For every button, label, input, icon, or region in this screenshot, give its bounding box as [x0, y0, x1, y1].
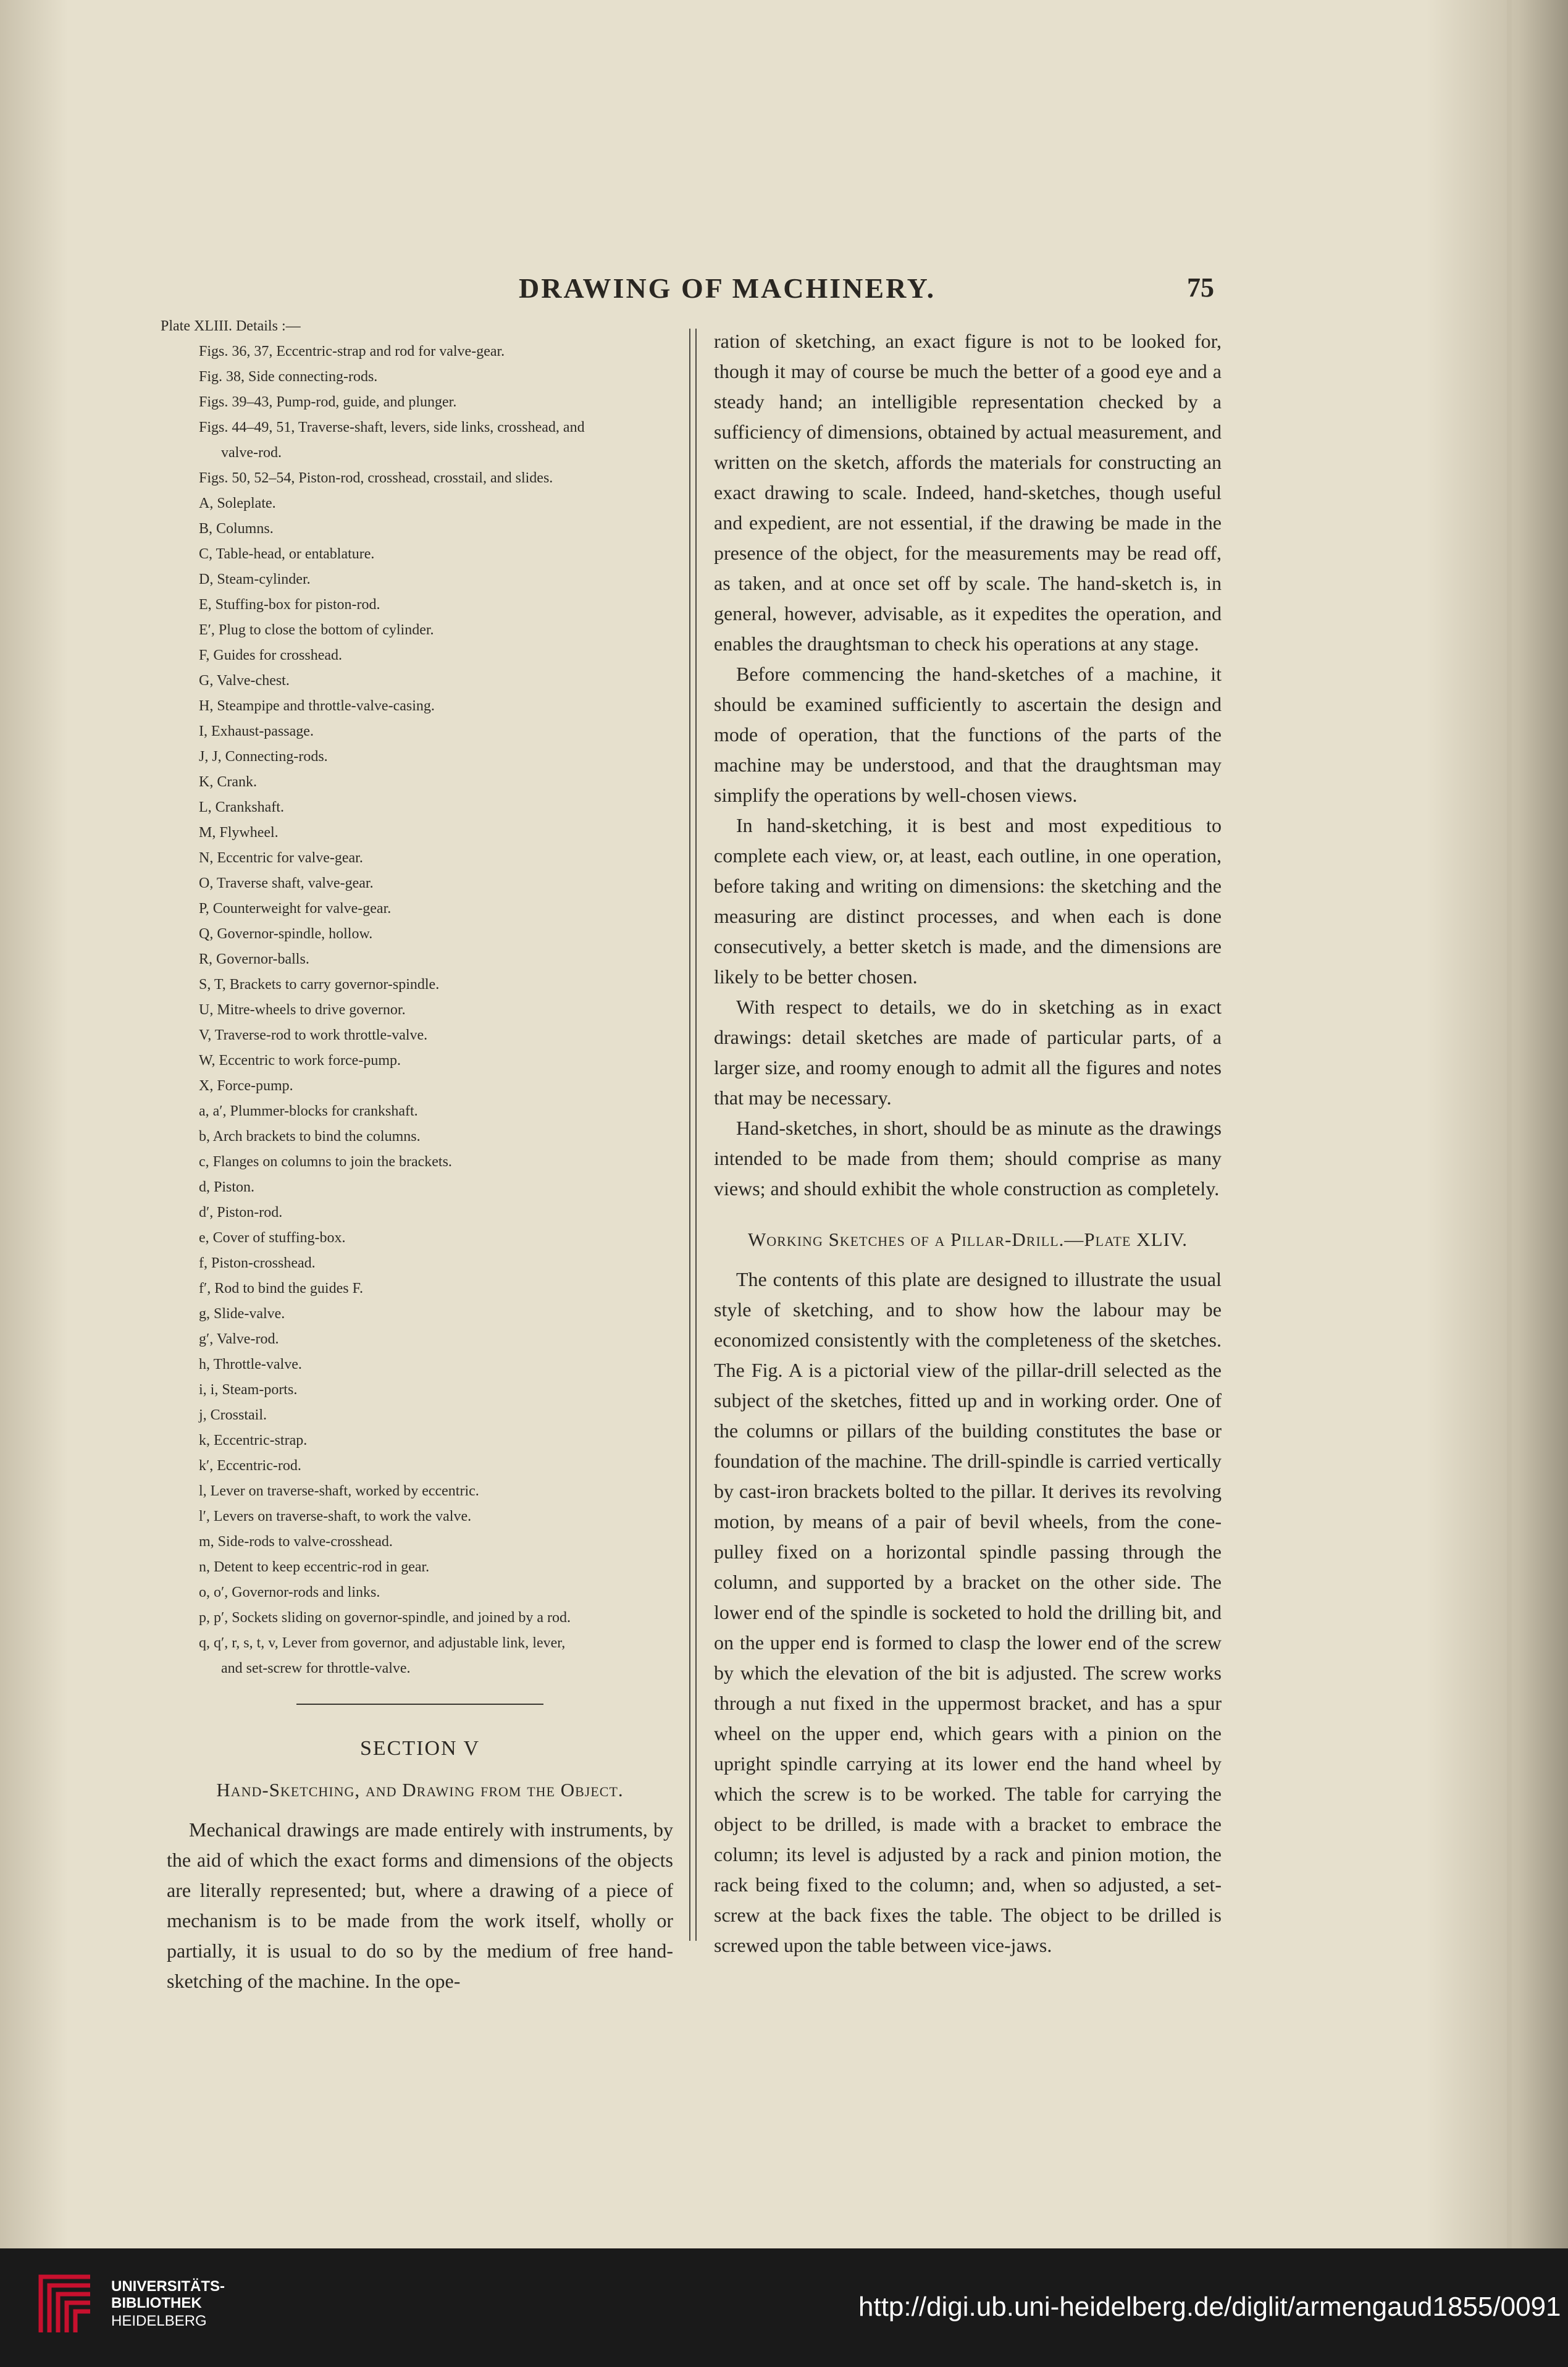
legend-item: n, Detent to keep eccentric-rod in gear. [199, 1559, 430, 1575]
library-name [111, 2278, 225, 2311]
left-column [161, 314, 673, 1996]
running-title: DRAWING OF MACHINERY. [519, 272, 936, 304]
legend-item: J, J, Connecting-rods. [199, 749, 328, 765]
section-body [167, 1815, 673, 1996]
legend-item: L, Crankshaft. [199, 799, 284, 815]
legend-item: Q, Governor-spindle, hollow. [199, 926, 373, 942]
plate-body [714, 1264, 1222, 1961]
column-divider-rule [689, 329, 690, 1941]
running-head [0, 272, 1568, 315]
legend-item: l, Lever on traverse-shaft, worked by eccentric. [199, 1483, 479, 1499]
legend-item: c, Flanges on columns to join the brackets. [199, 1154, 452, 1170]
body-paragraph: Hand-sketches, in short, should be as minute as the drawings intended to be made from them; should comprise as many views; and should exhibit the whole construction as completely. [714, 1117, 1222, 1200]
legend-item: G, Valve-chest. [199, 673, 290, 689]
page-fold-shadow [1507, 0, 1512, 2248]
legend-item: h, Throttle-valve. [199, 1356, 302, 1373]
legend-item: b, Arch brackets to bind the columns. [199, 1129, 421, 1145]
legend-item: C, Table-head, or entablature. [199, 546, 375, 562]
legend-item: g′, Valve-rod. [199, 1331, 279, 1347]
legend-item: o, o′, Governor-rods and links. [199, 1584, 380, 1600]
body-paragraph: ration of sketching, an exact figure is not to be looked for, though it may of course be much the better of a good eye and a steady hand; an intelligible representation checked by a sufficiency of dimensions, obtained by actual measurement, and written on the sketch, affords the materials for constructing an exact drawing to scale. Indeed, hand-sketches, though useful and expedient, are not essential, if the drawing be made in the presence of the object, for the measurements may be read off, as taken, and at once set off by scale. The hand-sketch is, in general, however, advisable, as it expedites the operation, and enables the draughtsman to check his operations at any stage. [714, 330, 1222, 655]
section-separator-rule [296, 1704, 543, 1705]
legend-item: K, Crank. [199, 774, 257, 790]
legend-item: m, Side-rods to valve-crosshead. [199, 1534, 393, 1550]
body-paragraph: Mechanical drawings are made entirely with instruments, by the aid of which the exact forms and dimensions of the objects are literally represented; but, where a drawing of a piece of mechanism is to be made from the work itself, wholly or partially, it is usual to do so by the medium of free hand-sketching of the machine. In the ope- [167, 1818, 673, 1992]
legend-item: l′, Levers on traverse-shaft, to work the valve. [199, 1508, 472, 1524]
body-paragraph: The contents of this plate are designed to illustrate the usual style of sketching, and to show how the labour may be economized consistently with the completeness of the sketches. The Fig. A is a pictorial view of the pillar-drill selected as the subject of the sketches, fitted up and in working order. One of the columns or pillars of the building constitutes the base or foundation of the machine. The drill-spindle is carried vertically by cast-iron brackets bolted to the pillar. It derives its revolving motion, by means of a pair of bevil wheels, from the cone-pulley fixed on a horizontal spindle passing through the column, and supported by a bracket on the other side. The lower end of the spindle is socketed to hold the drilling bit, and on the upper end is formed to clasp the lower end of the screw by which the elevation of the bit is adjusted. The screw works through a nut fixed in the uppermost bracket, and has a spur wheel on the upper end, which gears with a pinion on the upright spindle carrying at its lower end the hand wheel by which the screw is to be worked. The table for carrying the object to be drilled, is made with a bracket to embrace the column; its level is adjusted by a rack and pinion motion, the rack being fixed to the column; and, when so adjusted, a set-screw at the back fixes the table. The object to be drilled is screwed upon the table between vice-jaws. [714, 1268, 1222, 1956]
legend-item: f′, Rod to bind the guides F. [199, 1280, 363, 1297]
body-paragraph: Before commencing the hand-sketches of a machine, it should be examined sufficiently to ascertain the design and mode of operation, that the functions of the parts of the machine may be understood, and that the draughtsman may simplify the operations by well-chosen views. [714, 663, 1222, 806]
legend-item: D, Steam-cylinder. [199, 571, 311, 587]
library-city: HEIDELBERG [111, 2313, 207, 2329]
legend-item: p, p′, Sockets sliding on governor-spindle, and joined by a rod. [199, 1610, 571, 1626]
legend-item: Fig. 38, Side connecting-rods. [199, 369, 378, 385]
digitization-footer [0, 2248, 1568, 2367]
body-paragraph: With respect to details, we do in sketching as in exact drawings: detail sketches are made of particular parts, of a larger size, and roomy enough to admit all the figures and notes that may be necessary. [714, 996, 1222, 1109]
legend-heading: Plate XLIII. Details :— [161, 318, 301, 334]
legend-item: k′, Eccentric-rod. [199, 1458, 301, 1474]
legend-item: d′, Piston-rod. [199, 1205, 283, 1221]
legend-item: R, Governor-balls. [199, 951, 309, 967]
legend-item: E′, Plug to close the bottom of cylinder. [199, 622, 434, 638]
legend-item: I, Exhaust-passage. [199, 723, 314, 739]
page-number: 75 [1187, 272, 1214, 303]
legend-item: H, Steampipe and throttle-valve-casing. [199, 698, 435, 714]
legend-item: Figs. 39–43, Pump-rod, guide, and plunger. [199, 394, 457, 410]
legend-item: q, q′, r, s, t, v, Lever from governor, and adjustable link, lever, [199, 1635, 566, 1651]
legend-item: B, Columns. [199, 521, 274, 537]
library-logo-icon [37, 2273, 94, 2336]
plate-heading: Working Sketches of a Pillar-Drill.—Plate XLIV. [748, 1229, 1188, 1250]
body-paragraph: In hand-sketching, it is best and most expeditious to complete each view, or, at least, each outline, in one operation, before taking and writing on dimensions: the sketching and the measuring are distinct processes, and when each is done consecutively, a better sketch is made, and the dimensions are likely to be better chosen. [714, 814, 1222, 988]
legend-item: A, Soleplate. [199, 495, 276, 511]
legend-item: Figs. 50, 52–54, Piston-rod, crosshead, crosstail, and slides. [199, 470, 553, 486]
right-column [714, 326, 1222, 1961]
legend-item: O, Traverse shaft, valve-gear. [199, 875, 374, 891]
legend-item: g, Slide-valve. [199, 1306, 285, 1322]
legend-item-continuation: and set-screw for throttle-valve. [221, 1660, 411, 1676]
legend-item: d, Piston. [199, 1179, 255, 1195]
legend-item: f, Piston-crosshead. [199, 1255, 316, 1271]
legend-item: S, T, Brackets to carry governor-spindle. [199, 977, 440, 993]
section-title: SECTION V [360, 1737, 480, 1760]
source-url-link[interactable]: http://digi.ub.uni-heidelberg.de/diglit/armengaud1855/0091 [858, 2292, 1561, 2322]
legend-item: P, Counterweight for valve-gear. [199, 901, 392, 917]
library-name-line: BIBLIOTHEK [111, 2295, 202, 2311]
legend-item: W, Eccentric to work force-pump. [199, 1053, 401, 1069]
legend-item: a, a′, Plummer-blocks for crankshaft. [199, 1103, 418, 1119]
legend-item: V, Traverse-rod to work throttle-valve. [199, 1027, 428, 1043]
plate-legend [161, 314, 673, 1681]
section-subtitle: Hand-Sketching, and Drawing from the Object. [216, 1779, 624, 1801]
legend-item: Figs. 36, 37, Eccentric-strap and rod for valve-gear. [199, 343, 505, 359]
legend-item: k, Eccentric-strap. [199, 1432, 308, 1448]
legend-item: N, Eccentric for valve-gear. [199, 850, 363, 866]
legend-item: e, Cover of stuffing-box. [199, 1230, 346, 1246]
legend-item: F, Guides for crosshead. [199, 647, 343, 663]
right-body [714, 326, 1222, 1204]
legend-item: Figs. 44–49, 51, Traverse-shaft, levers, side links, crosshead, and [199, 419, 585, 435]
library-name-line: UNIVERSITÄTS- [111, 2278, 225, 2295]
legend-item: U, Mitre-wheels to drive governor. [199, 1002, 406, 1018]
legend-item: M, Flywheel. [199, 825, 279, 841]
legend-item: X, Force-pump. [199, 1078, 293, 1094]
legend-item: i, i, Steam-ports. [199, 1382, 298, 1398]
legend-item-continuation: valve-rod. [221, 445, 282, 461]
legend-item: E, Stuffing-box for piston-rod. [199, 597, 380, 613]
legend-item: j, Crosstail. [199, 1407, 267, 1423]
